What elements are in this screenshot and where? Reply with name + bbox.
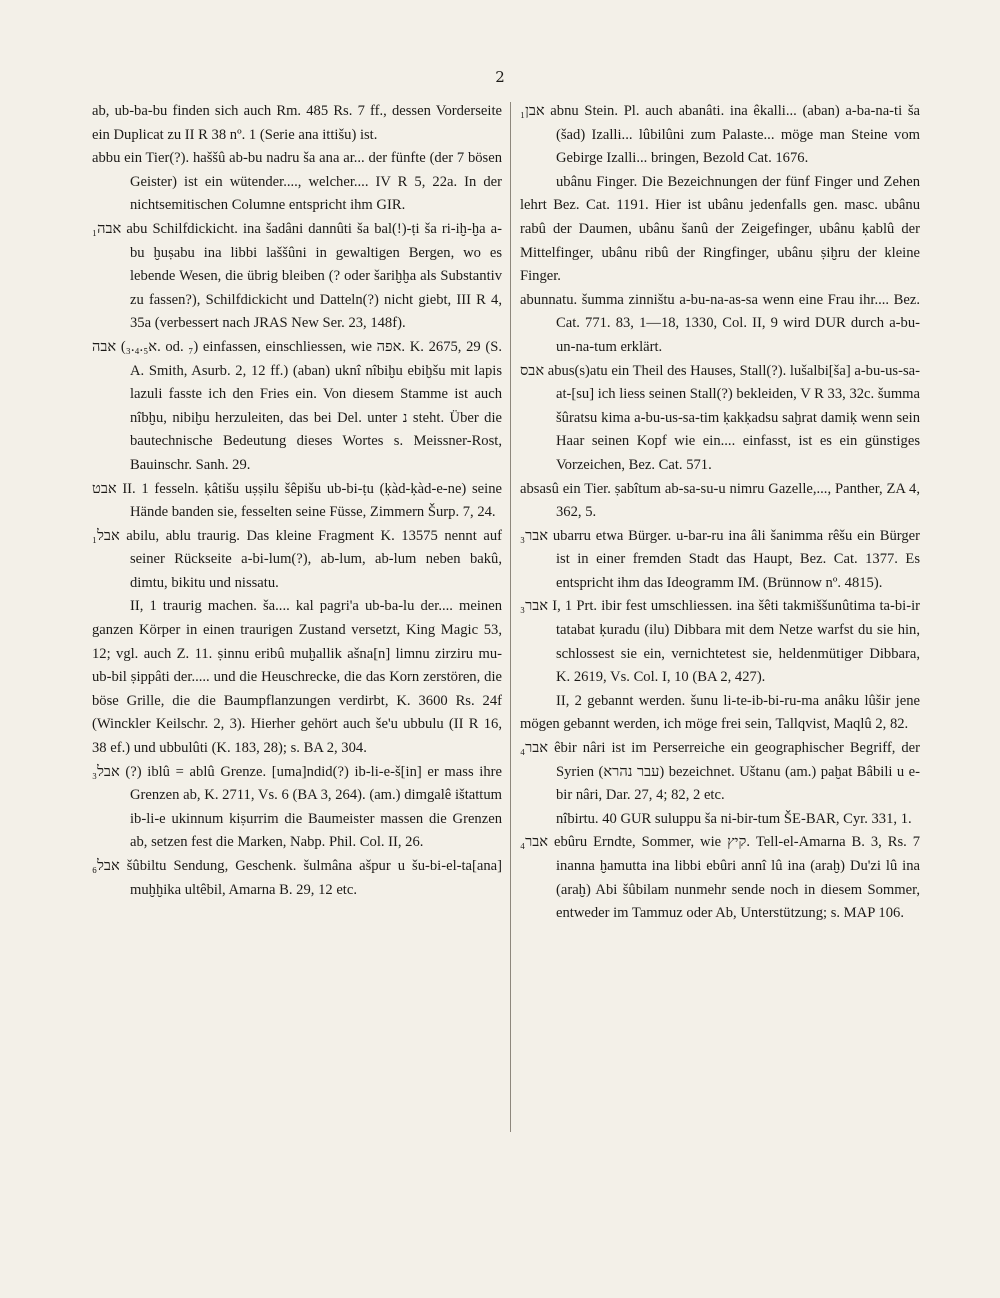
dictionary-entry: ab, ub-ba-bu finden sich auch Rm. 485 Rs. 7 ff., dessen Vorderseite ein Duplicat zu II R 38 nº. 1 (Serie ana ittišu) ist.: [92, 103, 502, 143]
dictionary-entry: אבל₁ abilu, ablu traurig. Das kleine Fragment K. 13575 nennt auf seiner Rückseite a-bi-lum(?), ab-lum, ab-lum neben bakû, dimtu, bikitu und nissatu.: [92, 527, 502, 591]
dictionary-entry: abbu ein Tier(?). haššû ab-bu nadru ša ana ar... der fünfte (der 7 bösen Geister) ist ein wütender...., welcher.... IV R 5, 22a. In der nichtsemitischen Columne entspricht ihm GIR.: [92, 150, 502, 214]
dictionary-entry: אבר₄ ebûru Erndte, Sommer, wie קיץ. Tell-el-Amarna B. 3, Rs. 7 inanna ḫamutta ina libbi ebûri annî lû ina (araḫ) Du'zi lû ina (araḫ) Abi šûbilam nunmehr sende noch in diesem Sommer, entweder im Tammuz oder Ab, Unterstützung; s. MAP 106.: [520, 834, 921, 922]
dictionary-entry: אבר₃ I, 1 Prt. ibir fest umschliessen. ina šêti takmiššunûtima ta-bi-ir tatabat ḳuradu (ilu) Dibbara mit dem Netze warfst du sie hin, schlossest sie ein, vernichtetest sie, heldenmütiger Dibbara, K. 2619, Vs. Col. I, 10 (BA 2, 427).: [520, 598, 920, 686]
dictionary-entry: II, 1 traurig machen. ša.... kal pagri'a ub-ba-lu der.... meinen ganzen Körper in einen traurigen Zustand versetzt, King Magic 53, 12; vgl. auch Z. 11. ṣinnu eribû muḫallik ašna[n] limnu zirziru mu-ub-bil ṣippâti der..... und die Heuschrecke, die das Korn zerstören, die böse Grille, die die Baumpflanzungen verdirbt, K. 3600 Rs. 24f (Winckler Keilschr. 2, 3). Hierher gehört auch še'u ubbulu (II R 16, 38 ef.) und ubbulûti (K. 183, 28); s. BA 2, 304.: [92, 598, 502, 757]
dictionary-entry: אבל₃ (?) iblû = ablû Grenze. [uma]ndid(?) ib-li-e-š[in] er mass ihre Grenzen ab, K. 2711, Vs. 6 (BA 3, 264). (am.) dimgalê ištattum ib-li-e ukinnum kiṣurrim die Baumeister massen die Grenzen ab, setzen fest die Marken, Nabp. Phil. Col. II, 26.: [92, 763, 502, 851]
dictionary-entry: אבר₄ êbir nâri ist im Perserreiche ein geographischer Begriff, der Syrien (עבר נהרא) bezeichnet. Uštanu (am.) paḫat Bâbili u e-bir nâri, Dar. 27, 4; 82, 2 etc.: [520, 740, 920, 804]
right-column: [520, 100, 920, 926]
dictionary-entry: אבה₁ abu Schilfdickicht. ina šadâni dannûti ša bal(!)-ṭi ša ri-iḫ-ḫa a-bu ḫuṣabu ina libbi laššûni in gewaltigen Bergen, wo es lebende Wesen, die übrig bleiben (? oder šariḫḫa als Substantiv zu fassen?), Schilfdickicht und Datteln(?) nicht giebt, III R 4, 35a (verbessert nach JRAS New Ser. 23, 148f).: [92, 220, 502, 332]
dictionary-entry: אבן₁ abnu Stein. Pl. auch abanâti. ina êkalli... (aban) a-ba-na-ti ša (šad) Izalli... lûbilûni zum Palaste... möge man Steine vom Gebirge Izalli... bringen, Bezold Cat. 1676.: [520, 103, 920, 167]
page-number: 2: [495, 68, 505, 86]
left-column: [92, 100, 502, 902]
dictionary-entry: nîbirtu. 40 GUR suluppu ša ni-bir-tum ŠE-BAR, Cyr. 331, 1.: [556, 810, 912, 827]
dictionary-entry: אבס abus(s)atu ein Theil des Hauses, Stall(?). lušalbi[ša] a-bu-us-sa-at-[su] ich liess seinen Stall(?) bekleiden, V R 33, 32c. šumma šûratsu kima a-bu-us-sa-tim ḳakḳadsu saḫrat damiḳ wenn sein Haar seinen Kopf wie ein.... einfasst, ist es ein günstiges Vorzeichen, Bez. Cat. 571.: [520, 362, 920, 473]
dictionary-entry: absasû ein Tier. ṣabîtum ab-sa-su-u nimru Gazelle,..., Panther, ZA 4, 362, 5.: [520, 480, 920, 521]
dictionary-entry: אבט II. 1 fesseln. ḳâtišu uṣṣilu šêpišu ub-bi-ṭu (ḳàd-ḳàd-e-ne) seine Hände banden sie, fesselten seine Füsse, Zimmern Šurp. 7, 24.: [92, 480, 502, 521]
dictionary-entry: אבר₃ ubarru etwa Bürger. u-bar-ru ina âli šanimma rêšu ein Bürger ist in einer fremden Stadt das Haupt, Bez. Cat. 1377. Es entspricht ihm das Ideogramm IM. (Brünnow nº. 4815).: [520, 527, 920, 591]
dictionary-entry: II, 2 gebannt werden. šunu li-te-ib-bi-ru-ma anâku lûšir jene mögen gebannt werden, ich möge frei sein, Tallqvist, Maqlû 2, 82.: [520, 692, 920, 733]
dictionary-entry: אבל₆ šûbiltu Sendung, Geschenk. šulmâna ašpur u šu-bi-el-ta[ana] muḫḫika ultêbil, Amarna B. 29, 12 etc.: [92, 858, 502, 898]
column-divider: [510, 102, 511, 1132]
dictionary-entry: אבה (א₃.₄.₅. od. ₇) einfassen, einschliessen, wie אפה. K. 2675, 29 (S. A. Smith, Asurb. 2, 12 ff.) (aban) uknî nîbiḫu ebiḫšu mit lapis lazuli fasste ich den Fries ein. Von diesem Stamme ist auch nîbḫu, nibiḫu herzuleiten, das bei Del. unter נ steht. Über die bautechnische Bedeutung dieses Wortes s. Meissner-Rost, Bauinschr. Sanh. 29.: [92, 338, 503, 473]
dictionary-entry: ubânu Finger. Die Bezeichnungen der fünf Finger und Zehen lehrt Bez. Cat. 1191. Hier ist ubânu jedenfalls gen. masc. ubânu rabû der Daumen, ubânu šanû der Zeigefinger, ubânu ḳablû der Mittelfinger, ubânu ribû der Ringfinger, ubânu ṣiḫru der kleine Finger.: [520, 173, 920, 285]
dictionary-entry: abunnatu. šumma zinništu a-bu-na-as-sa wenn eine Frau ihr.... Bez. Cat. 771. 83, 1—18, 1330, Col. II, 9 wird DUR durch a-bu-un-na-tum erklärt.: [520, 291, 920, 355]
